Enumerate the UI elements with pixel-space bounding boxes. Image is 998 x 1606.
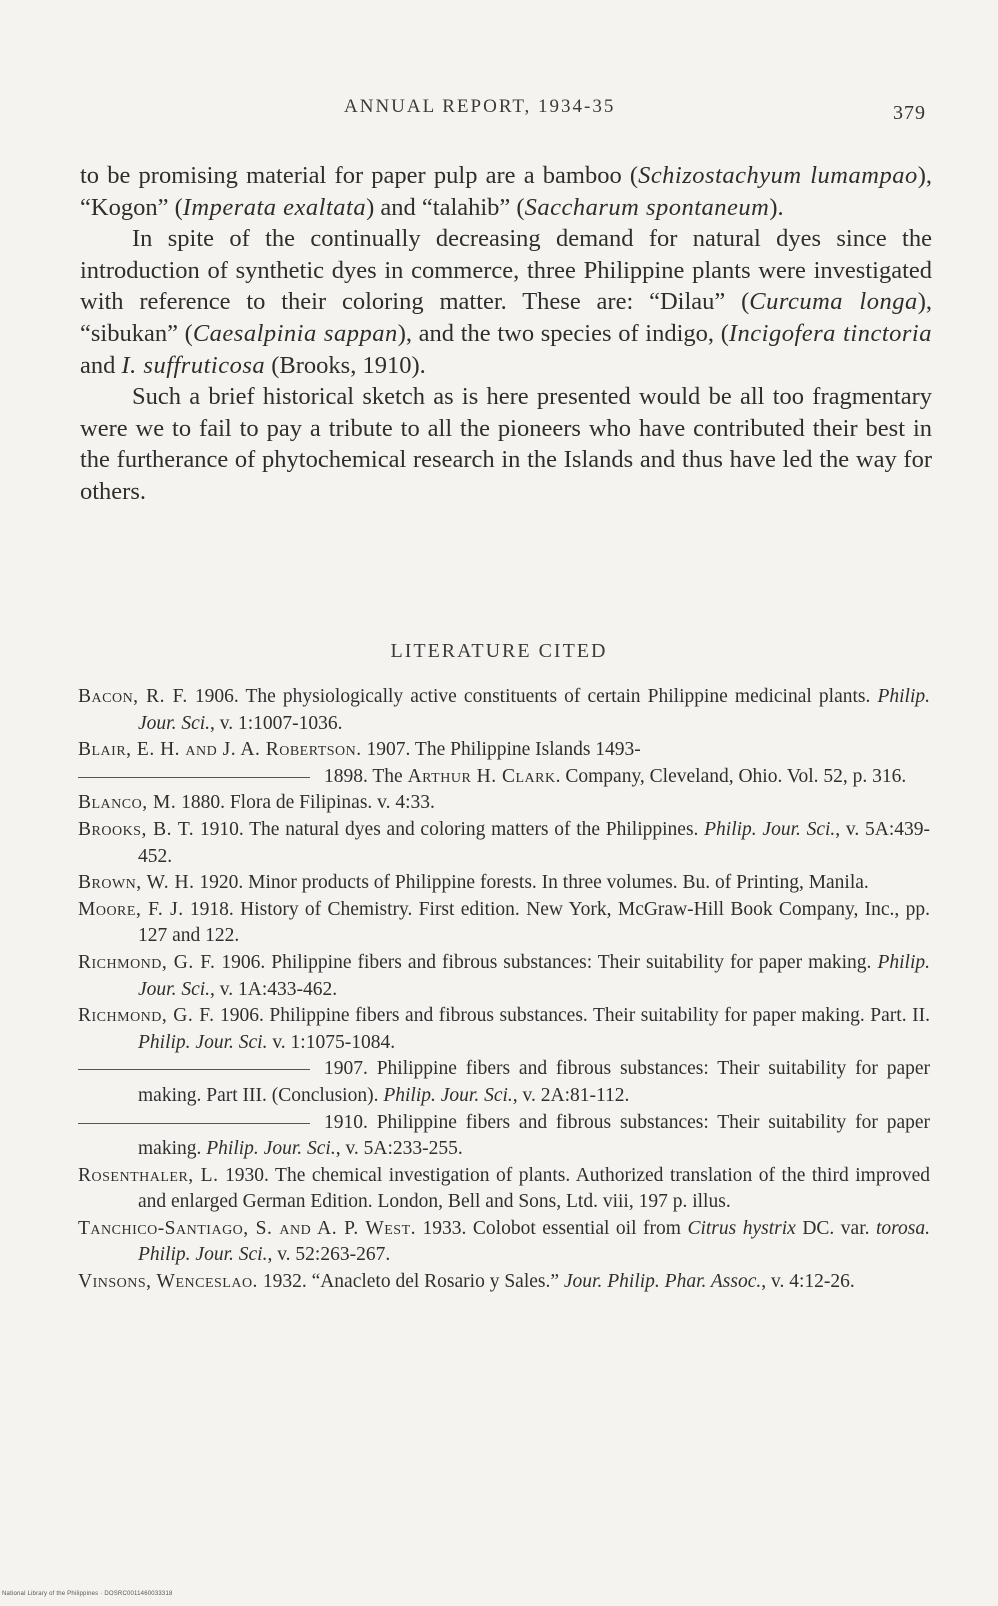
page-number: 379: [893, 102, 926, 124]
reference-item: Moore, F. J. 1918. History of Chemistry. First edition. New York, McGraw-Hill Book Company, Inc., pp. 127 and 122.: [78, 898, 930, 947]
ditto-rule: [78, 1123, 310, 1124]
reference-item: Rosenthaler, L. 1930. The chemical investigation of plants. Authorized translation of the third improved and enlarged German Edition. London, Bell and Sons, Ltd. viii, 197 p. illus.: [78, 1164, 930, 1213]
reference-item: Brooks, B. T. 1910. The natural dyes and coloring matters of the Philippines. Philip. Jour. Sci., v. 5A:439-452.: [78, 818, 930, 867]
running-head: ANNUAL REPORT, 1934-35: [344, 96, 616, 117]
body-text: [80, 160, 932, 508]
reference-item: Richmond, G. F. 1906. Philippine fibers and fibrous substances. Their suitability for paper making. Part. II. Philip. Jour. Sci. v. 1:1075-1084.: [78, 1005, 930, 1053]
paragraph-3: Such a brief historical sketch as is here presented would be all too fragmentary were we to fail to pay a tribute to all the pioneers who have contributed their best in the furtherance of phytochemical research in the Islands and thus have led the way for others.: [80, 383, 932, 505]
reference-item: Blanco, M. 1880. Flora de Filipinas. v. 4:33.: [78, 792, 435, 814]
ditto-rule: [78, 1069, 310, 1070]
paragraph-1: to be promising material for paper pulp are a bamboo (Schizostachyum lumampao), “Kogon” (Imperata exaltata) and “talahib” (Saccharum spontaneum).: [80, 162, 932, 221]
reference-item: 1907. Philippine fibers and fibrous substances: Their suitability for paper making. Part III. (Conclusion). Philip. Jour. Sci., v. 2A:81-112.: [78, 1056, 930, 1109]
paragraph-2: In spite of the continually decreasing demand for natural dyes since the introduction of synthetic dyes in commerce, three Philippine plants were investigated with reference to their coloring matter. These are: “Dilau” (Curcuma longa), “sibukan” (Caesalpinia sappan), and the two species of indigo, (Incigofera tinctoria and I. suffruticosa (Brooks, 1910).: [80, 225, 932, 379]
reference-item: Tanchico-Santiago, S. and A. P. West. 1933. Colobot essential oil from Citrus hystrix DC. var. torosa. Philip. Jour. Sci., v. 52:263-267.: [78, 1217, 931, 1266]
reference-item: Bacon, R. F. 1906. The physiologically active constituents of certain Philippine medicinal plants. Philip. Jour. Sci., v. 1:1007-1036.: [78, 686, 930, 734]
reference-item: 1910. Philippine fibers and fibrous substances: Their suitability for paper making. Philip. Jour. Sci., v. 5A:233-255.: [78, 1110, 930, 1163]
reference-list: [78, 684, 930, 1296]
reference-item: Brown, W. H. 1920. Minor products of Philippine forests. In three volumes. Bu. of Printing, Manila.: [78, 872, 869, 894]
reference-item: Blair, E. H. and J. A. Robertson. 1907. The Philippine Islands 1493-: [78, 739, 641, 761]
ditto-rule: [78, 777, 310, 778]
reference-item: Vinsons, Wenceslao. 1932. “Anacleto del Rosario y Sales.” Jour. Philip. Phar. Assoc., v. 4:12-26.: [78, 1271, 855, 1293]
literature-cited-heading: LITERATURE CITED: [390, 640, 608, 662]
reference-item: 1898. The Arthur H. Clark. Company, Cleveland, Ohio. Vol. 52, p. 316.: [78, 764, 930, 791]
page-header: [0, 96, 998, 126]
reference-item: Richmond, G. F. 1906. Philippine fibers and fibrous substances: Their suitability for paper making. Philip. Jour. Sci., v. 1A:433-462.: [78, 951, 930, 1000]
scan-footer: National Library of the Philippines · DOSRC0011460033318: [2, 1591, 173, 1597]
